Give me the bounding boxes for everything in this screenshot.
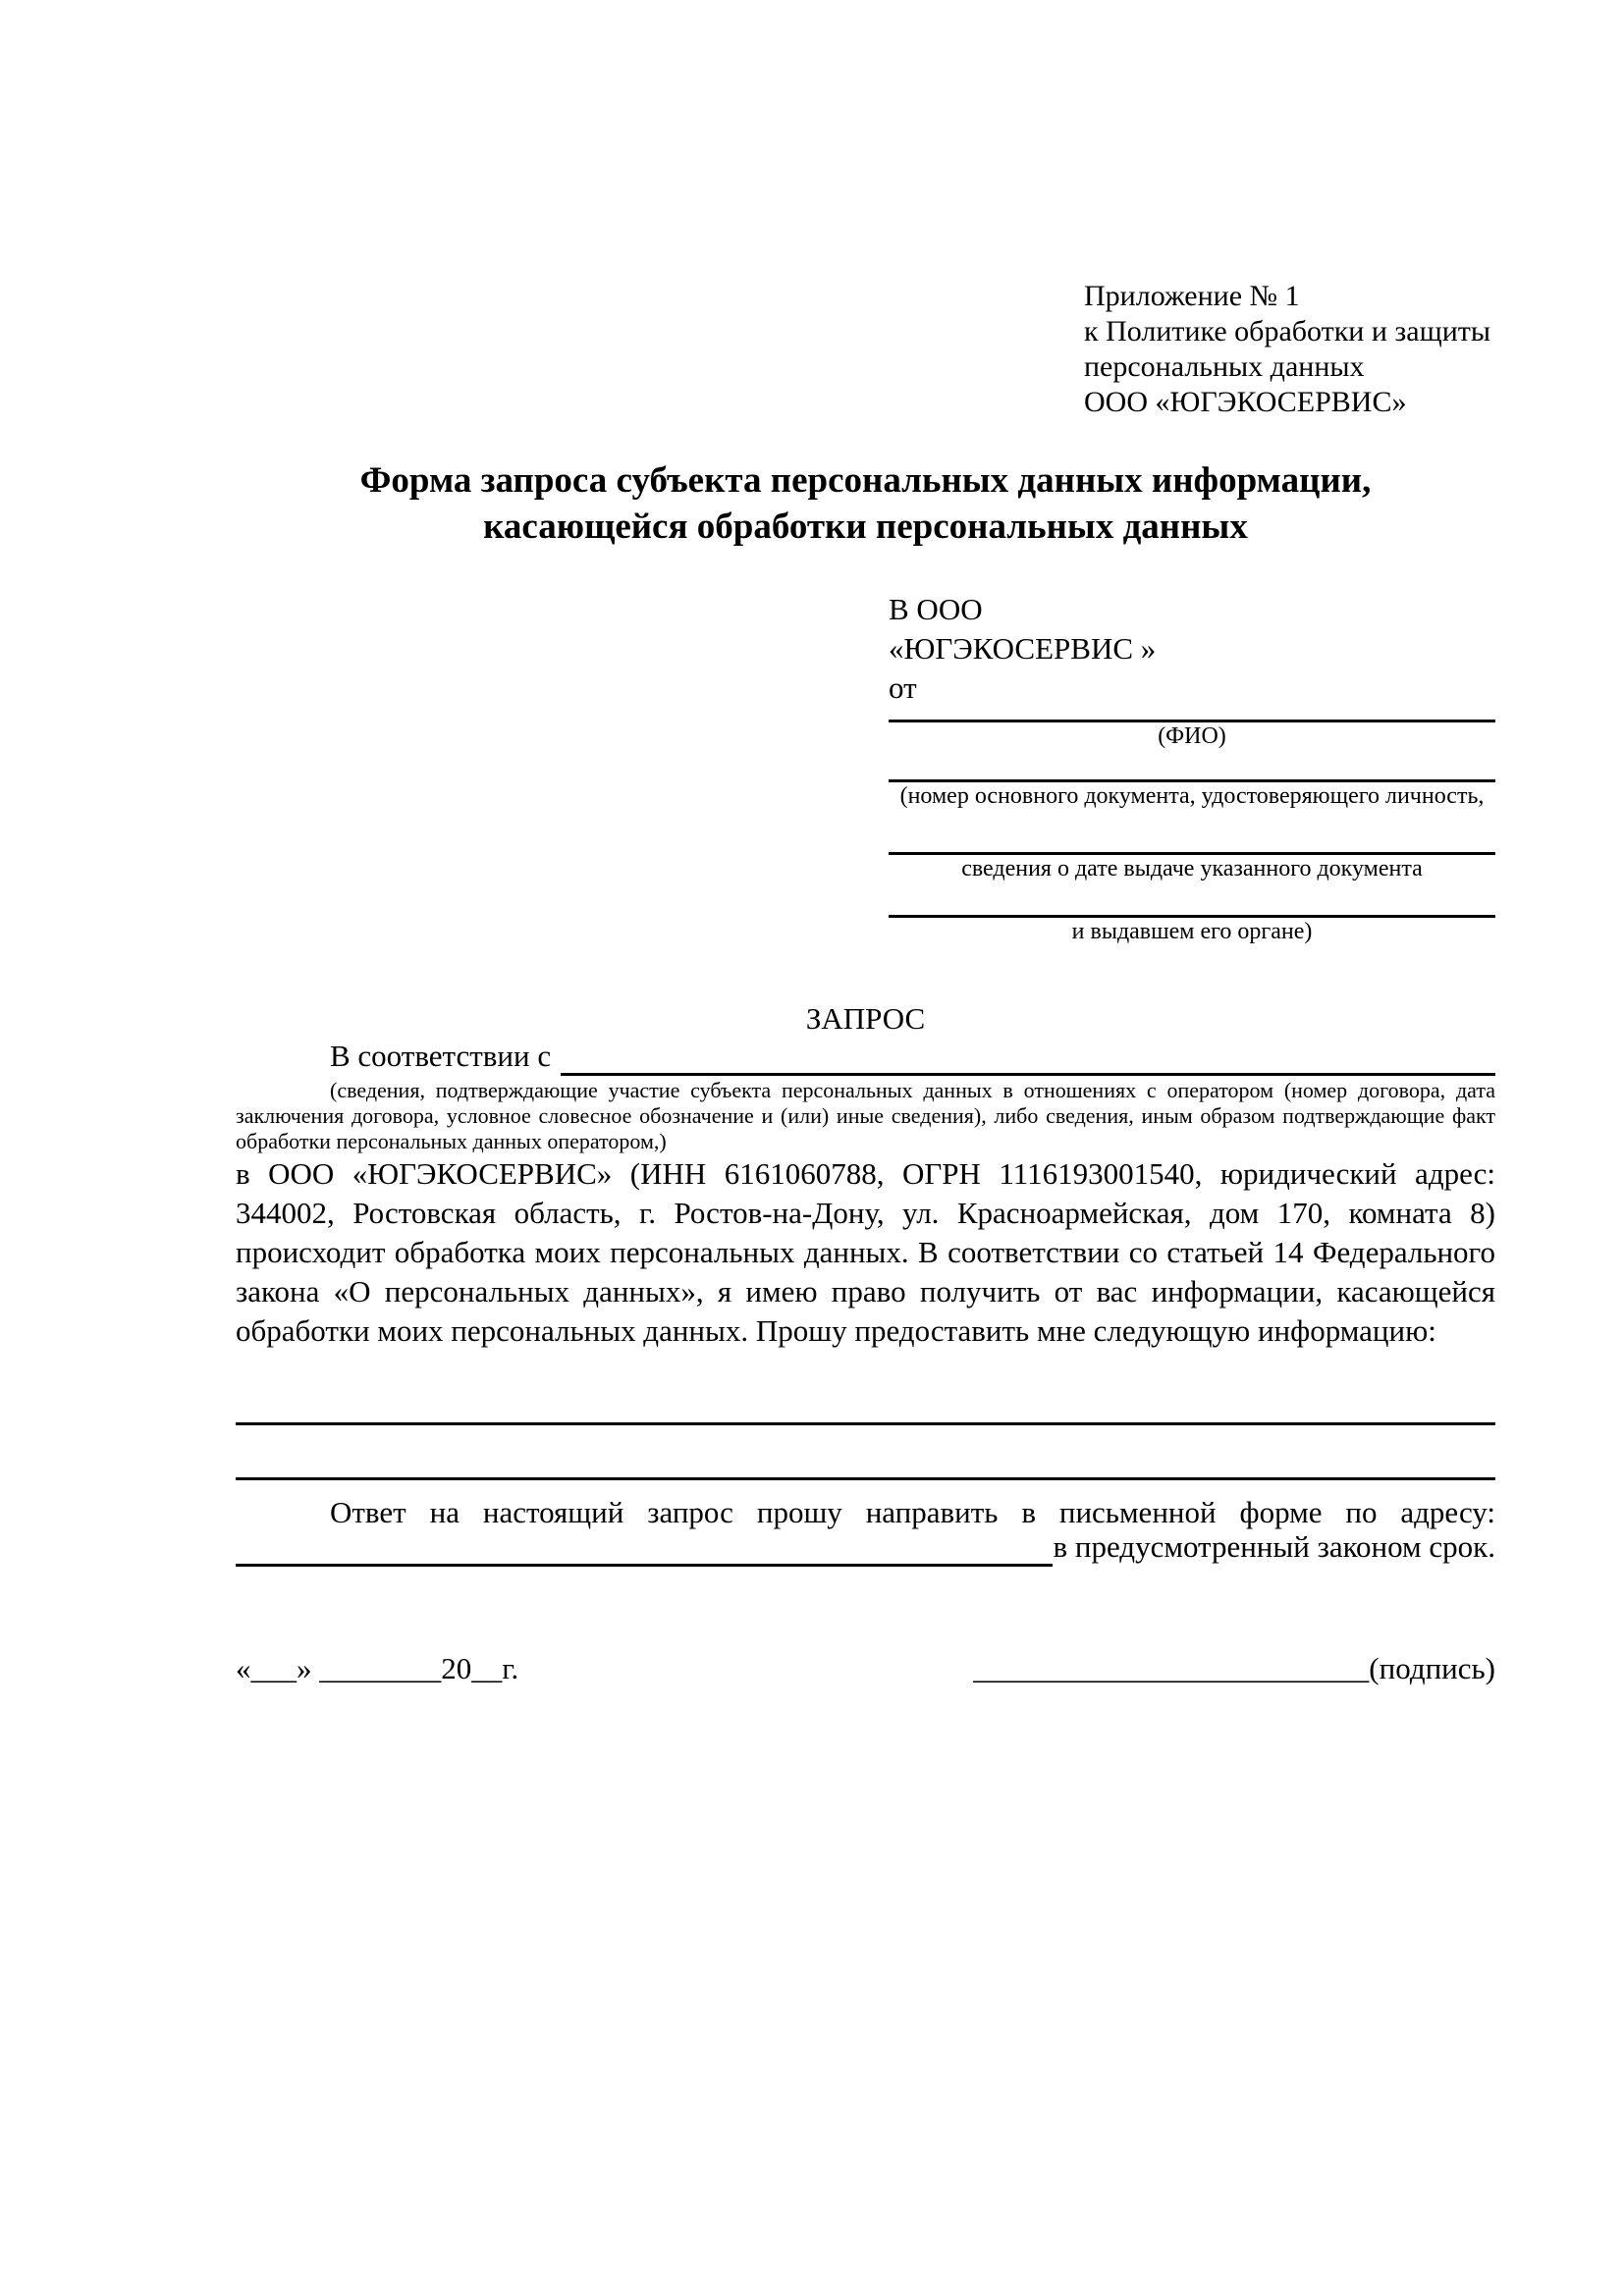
document-number-caption: (номер основного документа, удостоверяющего личность,	[899, 783, 1485, 809]
appendix-header	[1084, 279, 1536, 420]
accordance-prefix: В соответствии с	[330, 1039, 552, 1073]
reply-paragraph: Ответ на настоящий запрос прошу направить в письменной форме по адресу:	[330, 1495, 1495, 1529]
appendix-header-line: персональных данных	[1084, 350, 1365, 383]
signature-caption: (подпись)	[1369, 1651, 1495, 1685]
issue-date-caption: сведения о дате выдаче указанного документа	[961, 856, 1423, 881]
appendix-header-line: к Политике обработки и защиты	[1084, 315, 1491, 347]
body-paragraph: в ООО «ЮГЭКОСЕРВИС» (ИНН 6161060788, ОГРН 1116193001540, юридический адрес: 344002, Ростовская область, г. Ростов-на-Дону, ул. Красноармейская, дом 170, комната 8) происходит обработка моих персональных данных. В соответствии со статьей 14 Федерального закона «О персональных данных», я имею право получить от вас информации, касающейся обработки моих персональных данных. Прошу предоставить мне следующую информацию:	[236, 1156, 1495, 1348]
addressee-org-line1: В ООО	[889, 592, 983, 626]
fio-field-line	[889, 708, 1495, 722]
addressee-from-label: от	[889, 670, 917, 705]
document-title-line: Форма запроса субъекта персональных данных информации,	[359, 460, 1372, 501]
accordance-row	[236, 1037, 1495, 1076]
request-heading: ЗАПРОС	[805, 1001, 926, 1036]
document-title	[236, 457, 1495, 550]
blank-answer-line-1	[236, 1422, 1495, 1425]
fio-caption: (ФИО)	[1158, 723, 1226, 749]
addressee-org-line2: «ЮГЭКОСЕРВИС »	[889, 631, 1157, 666]
issuing-authority-caption: и выдавшем его органе)	[1071, 919, 1313, 944]
document-number-field-line	[889, 750, 1495, 782]
signature-underline: __________________________	[973, 1651, 1370, 1685]
explanatory-note: (сведения, подтверждающие участие субъекта персональных данных в отношениях с оператором (номер договора, дата заключения договора, условное словесное обозначение и (или) иные сведения), либо сведения, иным образом подтверждающие факт обработки персональных данных оператором,)	[236, 1078, 1495, 1153]
document-title-line: касающейся обработки персональных данных	[483, 507, 1248, 547]
date-field: «___» ________20__г.	[236, 1651, 519, 1685]
appendix-header-line: ООО «ЮГЭКОСЕРВИС»	[1084, 386, 1407, 418]
reply-address-fill-line	[236, 1528, 1053, 1567]
reply-address-row	[236, 1527, 1495, 1567]
blank-answer-line-2	[236, 1477, 1495, 1480]
reply-tail: в предусмотренный законом срок.	[1053, 1529, 1495, 1564]
date-signature-row	[236, 1649, 1495, 1688]
addressee-block	[889, 590, 1495, 945]
issuing-authority-field-line	[889, 882, 1495, 918]
accordance-fill-line	[561, 1040, 1495, 1076]
appendix-header-line: Приложение № 1	[1084, 280, 1300, 312]
issue-date-field-line	[889, 810, 1495, 855]
signature-field	[973, 1649, 1495, 1688]
